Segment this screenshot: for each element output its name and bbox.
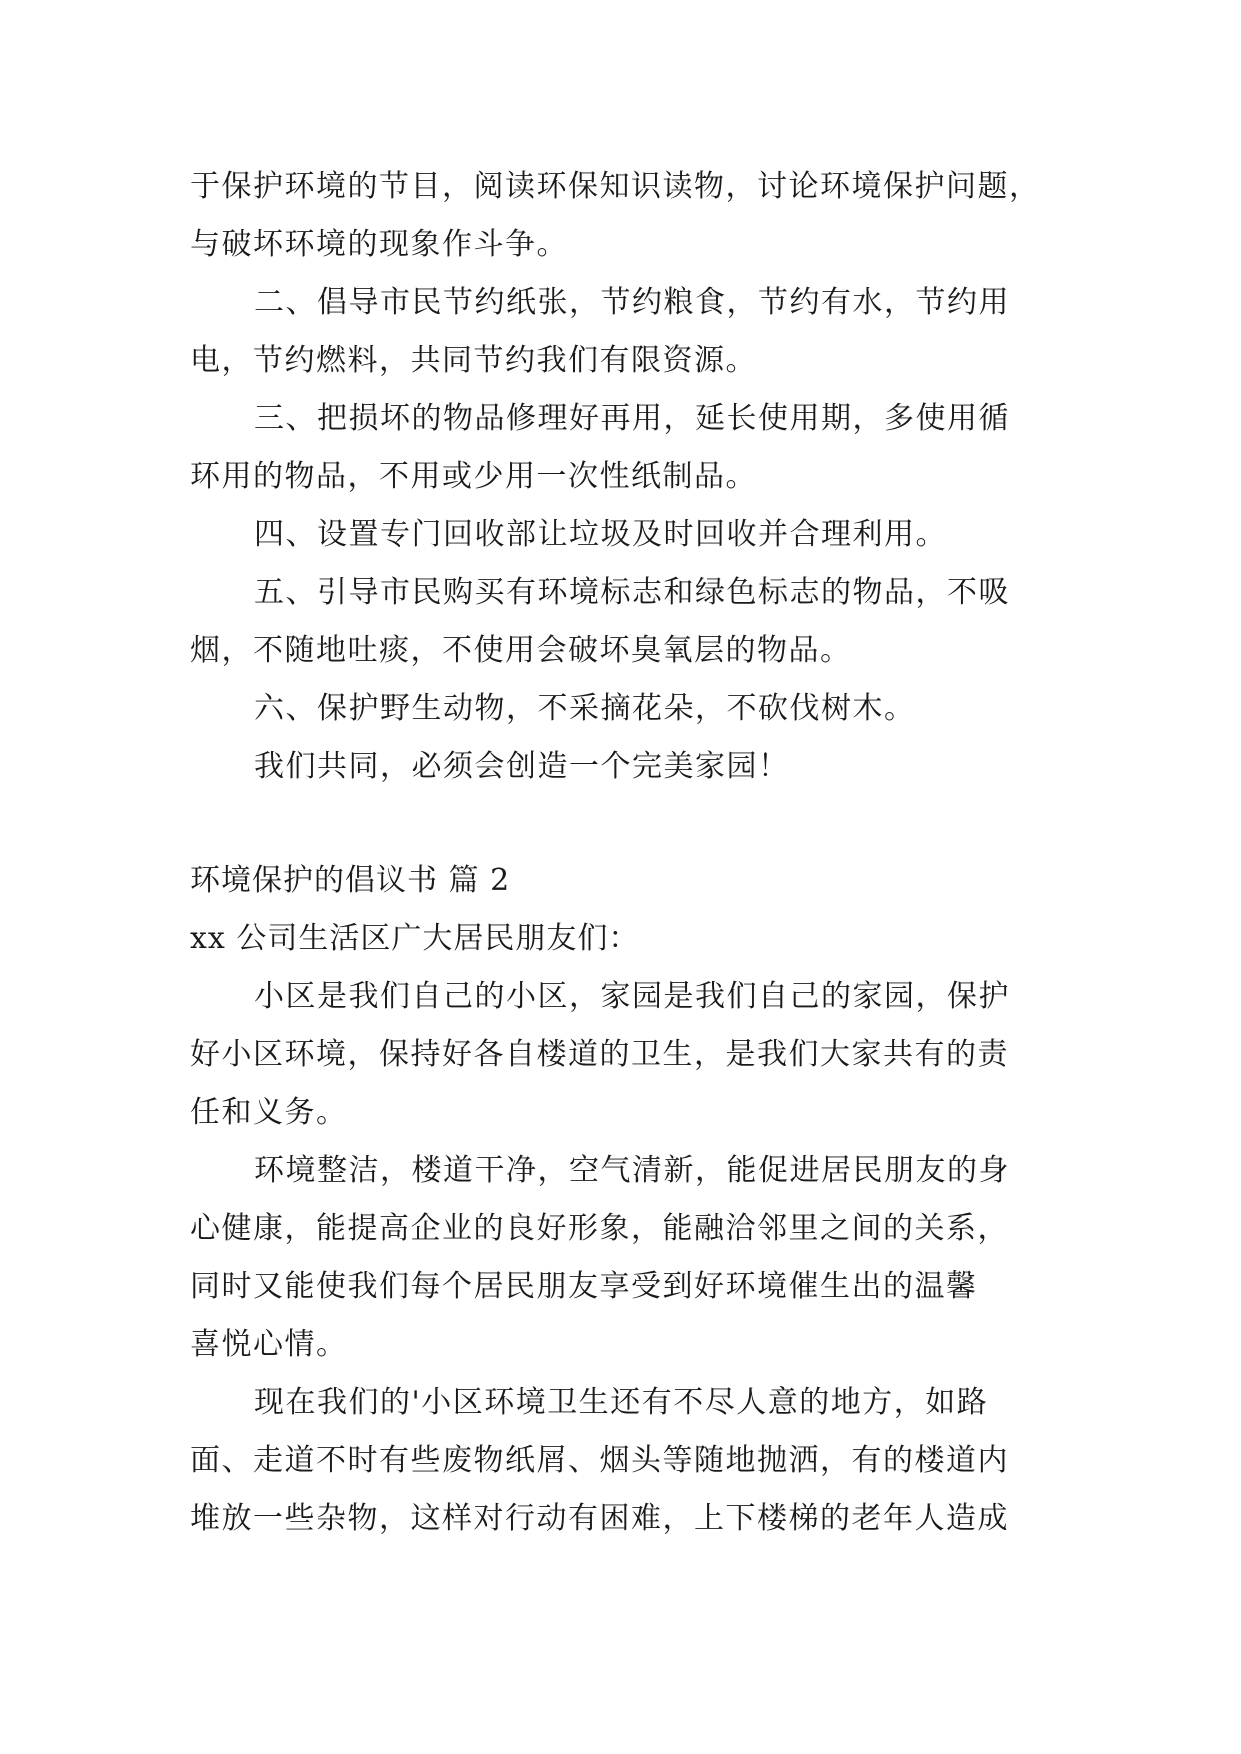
text-line: 现在我们的'小区环境卫生还有不尽人意的地方，如路: [254, 1385, 989, 1420]
text-line: 面、走道不时有些废物纸屑、烟头等随地抛洒，有的楼道内: [190, 1443, 1009, 1478]
text-line: 任和义务。: [190, 1095, 348, 1130]
document-body: [190, 158, 1054, 1548]
text-line: 二、倡导市民节约纸张，节约粮食，节约有水，节约用: [254, 285, 1010, 320]
text-line: 五、引导市民购买有环境标志和绿色标志的物品，不吸: [254, 575, 1010, 610]
text-line: 喜悦心情。: [190, 1327, 348, 1362]
text-line: 心健康，能提高企业的良好形象，能融洽邻里之间的关系，: [190, 1211, 1009, 1246]
text-line: 三、把损坏的物品修理好再用，延长使用期，多使用循: [254, 401, 1010, 436]
paragraph-problems: [190, 1374, 1054, 1548]
text-line: 电，节约燃料，共同节约我们有限资源。: [190, 343, 757, 378]
text-line: 四、设置专门回收部让垃圾及时回收并合理利用。: [254, 517, 947, 552]
text-line: 好小区环境，保持好各自楼道的卫生，是我们大家共有的责: [190, 1037, 1009, 1072]
text-line: 与破坏环境的现象作斗争。: [190, 227, 568, 262]
section-heading: 环境保护的倡议书 篇 2: [190, 863, 511, 898]
text-line: 堆放一些杂物，这样对行动有困难，上下楼梯的老年人造成: [190, 1501, 1009, 1536]
paragraph-benefits: [190, 1142, 1054, 1374]
text-line: 环用的物品，不用或少用一次性纸制品。: [190, 459, 757, 494]
text-line: 我们共同，必须会创造一个完美家园！: [254, 749, 790, 784]
text-line: 六、保护野生动物，不采摘花朵，不砍伐树木。: [254, 691, 916, 726]
text-line: 烟，不随地吐痰，不使用会破坏臭氧层的物品。: [190, 633, 852, 668]
paragraph-intro: [190, 968, 1054, 1142]
paragraph-item-4: [190, 506, 1054, 564]
text-line: 同时又能使我们每个居民朋友享受到好环境催生出的温馨: [190, 1269, 978, 1304]
paragraph-item-2: [190, 274, 1054, 390]
paragraph-item-6: [190, 680, 1054, 738]
paragraph-item-3: [190, 390, 1054, 506]
paragraph-closing: [190, 738, 1054, 796]
paragraph-item-5: [190, 564, 1054, 680]
text-line: 于保护环境的节目，阅读环保知识读物，讨论环境保护问题，: [190, 169, 1041, 204]
text-line: 小区是我们自己的小区，家园是我们自己的家园，保护: [254, 979, 1010, 1014]
salutation: xx 公司生活区广大居民朋友们：: [190, 921, 640, 956]
text-line: 环境整洁，楼道干净，空气清新，能促进居民朋友的身: [254, 1153, 1010, 1188]
paragraph-continuation: [190, 158, 1054, 274]
section-spacer: [190, 796, 1054, 852]
